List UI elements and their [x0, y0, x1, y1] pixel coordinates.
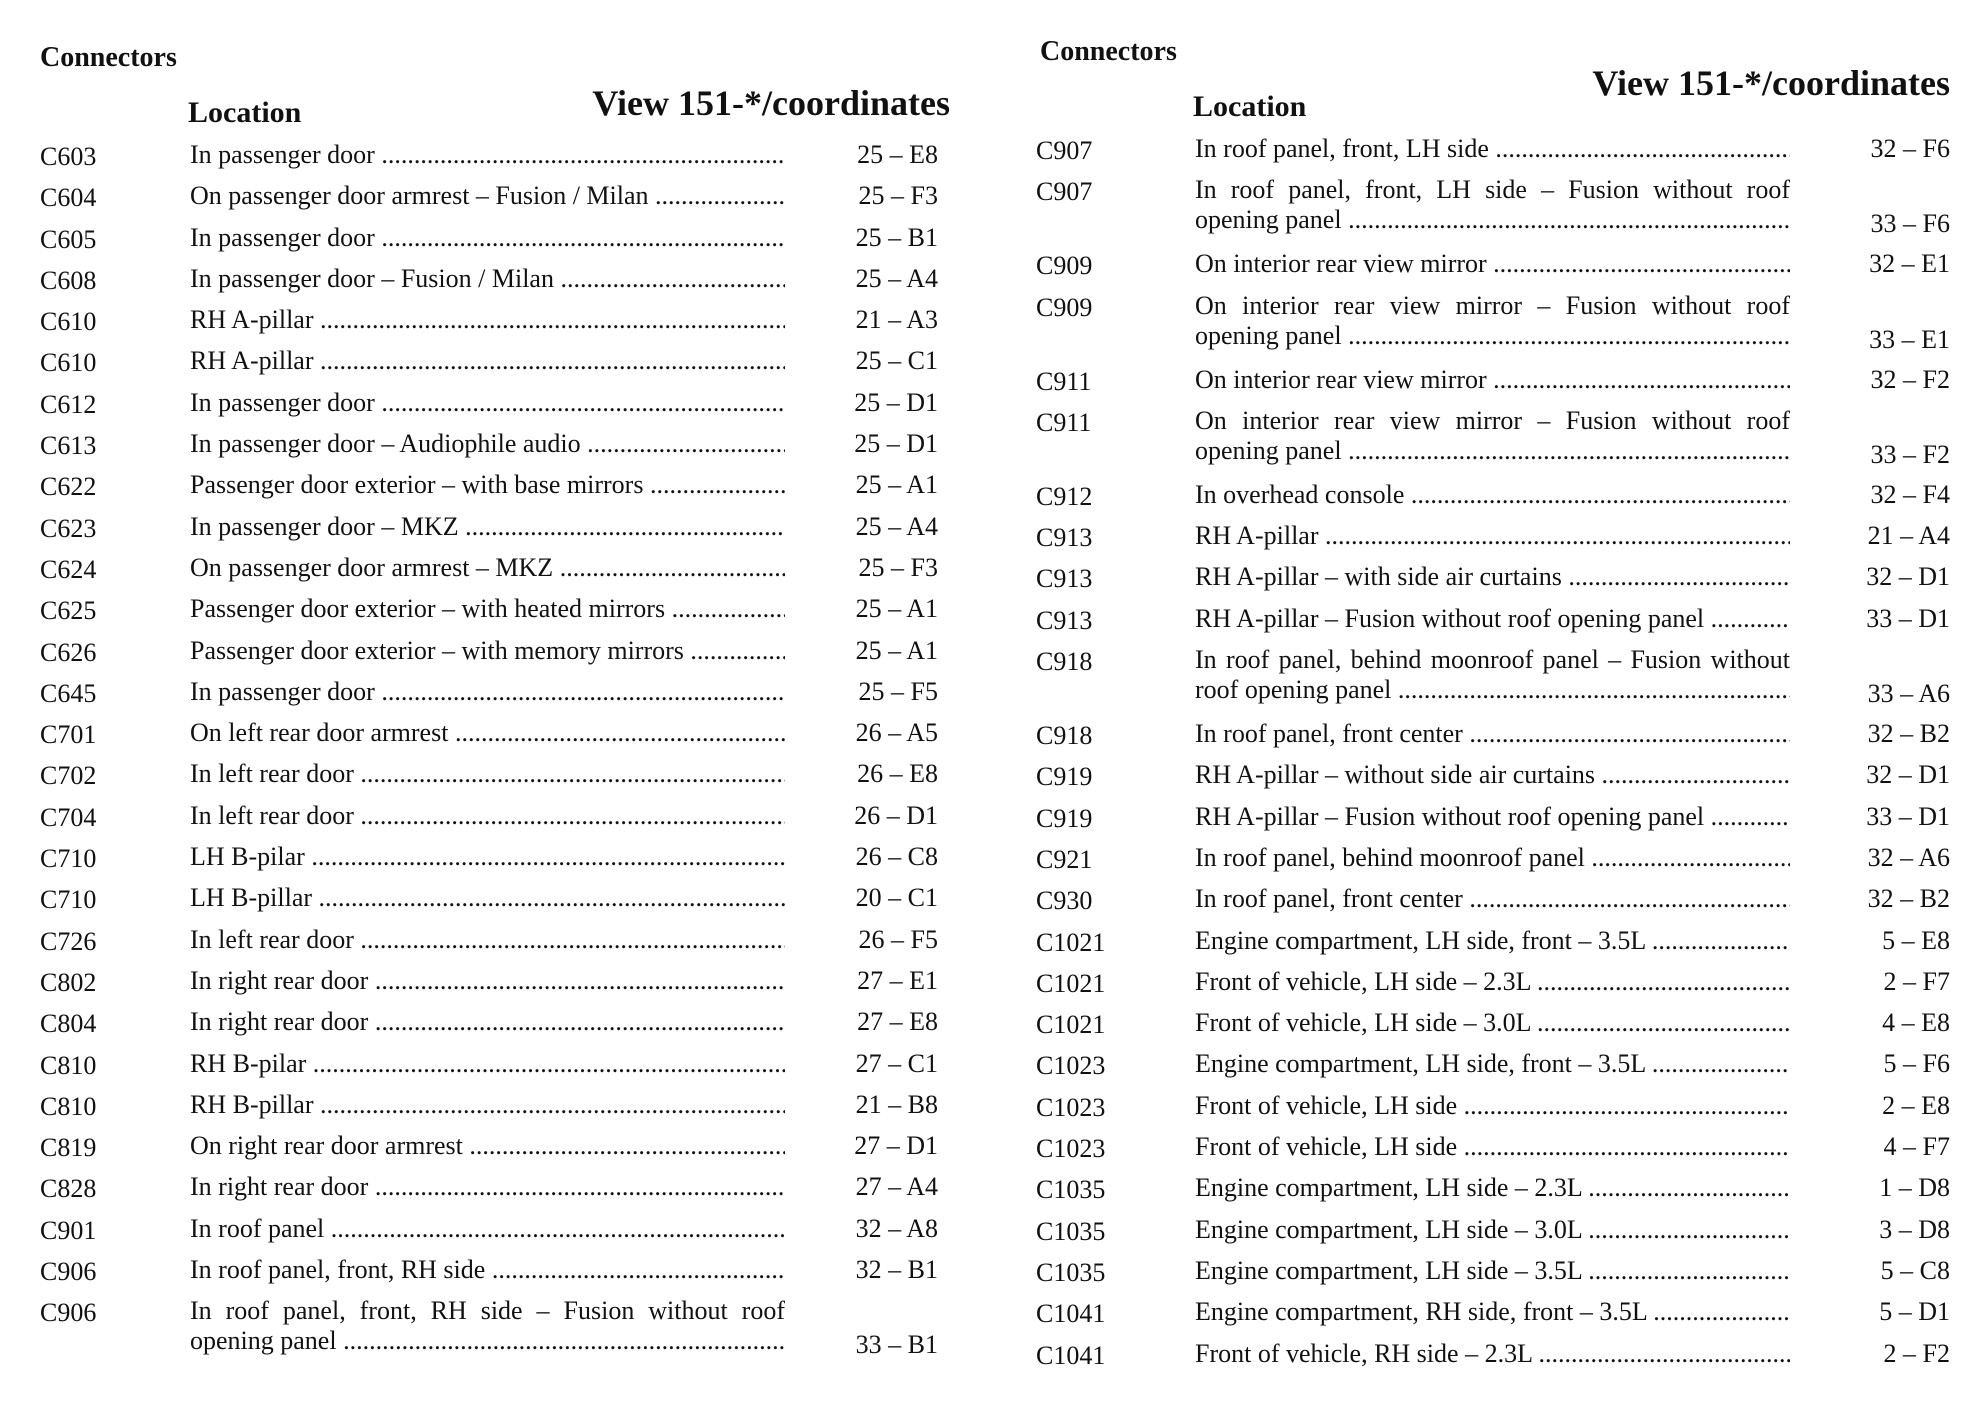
connector-code: C626 [40, 637, 97, 667]
location-line: In passenger door ..... [190, 140, 785, 170]
location-line-continued: opening panel ..... [190, 1326, 785, 1356]
connector-row [1036, 1049, 1950, 1090]
location-line-continued: opening panel ..... [1195, 436, 1790, 466]
view-coordinate: 32 – E1 [1869, 249, 1950, 279]
location-line: In left rear door ..... [190, 759, 785, 789]
connector-row [1036, 884, 1950, 925]
connector-location [1195, 249, 1790, 279]
connector-row [1036, 1338, 1950, 1380]
connector-row [1036, 405, 1950, 480]
connector-location [190, 1214, 785, 1244]
connector-location [1195, 365, 1790, 395]
view-coordinate: 27 – A4 [855, 1172, 938, 1202]
connector-row [40, 842, 950, 883]
location-line: In left rear door ..... [190, 925, 785, 955]
connector-location [1195, 1215, 1790, 1245]
connector-row [40, 388, 950, 429]
connector-row [1036, 719, 1950, 760]
view-coordinate: 33 – B1 [855, 1330, 938, 1360]
location-line: In roof panel ..... [190, 1214, 785, 1244]
location-line: In right rear door ..... [190, 1172, 785, 1202]
view-coordinate: 27 – D1 [854, 1131, 938, 1161]
location-line: In roof panel, behind moonroof panel – Fusion without [1195, 645, 1790, 675]
location-line: RH A-pillar – Fusion without roof opening panel ..... [1195, 802, 1790, 832]
connector-location [190, 1049, 785, 1079]
connector-code: C828 [40, 1174, 97, 1204]
connector-code: C909 [1036, 251, 1093, 281]
connector-code: C906 [40, 1257, 97, 1287]
connector-code: C623 [40, 513, 97, 543]
location-line: On interior rear view mirror ..... [1195, 249, 1790, 279]
view-coordinate: 27 – E8 [857, 1007, 938, 1037]
connector-code: C726 [40, 926, 97, 956]
connector-code: C1021 [1036, 927, 1106, 957]
connector-row [40, 677, 950, 718]
connector-location [190, 1090, 785, 1120]
view-coordinate: 32 – D1 [1866, 760, 1950, 790]
connector-code: C710 [40, 885, 97, 915]
location-line: LH B-pilar ..... [190, 842, 785, 872]
connector-location [190, 759, 785, 789]
location-line: RH A-pillar – without side air curtains ..... [1195, 760, 1790, 790]
location-line: In roof panel, front, LH side ..... [1195, 134, 1790, 164]
location-line: Engine compartment, LH side – 3.0L ..... [1195, 1215, 1790, 1245]
view-coordinate: 25 – A4 [855, 511, 938, 541]
location-line: RH A-pillar ..... [1195, 521, 1790, 551]
view-coordinate: 32 – D1 [1866, 562, 1950, 592]
connector-code: C810 [40, 1091, 97, 1121]
connector-location [190, 1296, 785, 1356]
view-coordinate: 25 – F3 [858, 552, 938, 582]
view-coordinate: 32 – F4 [1870, 479, 1950, 509]
location-line: RH A-pillar ..... [190, 346, 785, 376]
view-coordinate: 3 – D8 [1879, 1214, 1950, 1244]
connector-location [1195, 562, 1790, 592]
connector-code: C1021 [1036, 968, 1106, 998]
view-coordinate: 27 – E1 [857, 965, 938, 995]
connector-location [190, 264, 785, 294]
location-line: Passenger door exterior – with heated mirrors ..... [190, 594, 785, 624]
view-coordinate: 25 – F3 [858, 181, 938, 211]
connector-location [190, 140, 785, 170]
connector-location [1195, 406, 1790, 466]
view-coordinate: 25 – A4 [855, 263, 938, 293]
view-coordinate: 27 – C1 [855, 1048, 938, 1078]
connector-row [40, 1172, 950, 1213]
connector-location [1195, 175, 1790, 235]
connector-row [1036, 801, 1950, 843]
connector-list [40, 140, 950, 1370]
connector-row [40, 305, 950, 346]
connector-code: C701 [40, 720, 97, 750]
connector-location [1195, 1173, 1790, 1203]
connector-row [1036, 290, 1950, 365]
view-coordinate: 4 – E8 [1882, 1008, 1950, 1038]
location-line: Engine compartment, LH side, front – 3.5L ..... [1195, 926, 1790, 956]
connector-location [1195, 521, 1790, 551]
connector-row [40, 1296, 950, 1370]
connector-location [190, 801, 785, 831]
connector-row [1036, 1132, 1950, 1173]
location-line: Engine compartment, RH side, front – 3.5L ..... [1195, 1297, 1790, 1327]
connector-location [190, 512, 785, 542]
location-line-continued: roof opening panel ..... [1195, 675, 1790, 705]
connector-location [1195, 802, 1790, 832]
connector-location [190, 883, 785, 913]
view-coordinate: 21 – A4 [1867, 521, 1950, 551]
view-coordinate: 25 – C1 [855, 346, 938, 376]
location-line: RH A-pillar – Fusion without roof opening panel ..... [1195, 604, 1790, 634]
connector-row [40, 1255, 950, 1296]
connector-row [40, 759, 950, 800]
connector-location [190, 346, 785, 376]
connector-code: C906 [40, 1298, 97, 1328]
view-coordinate: 26 – F5 [858, 924, 938, 954]
location-line: In passenger door ..... [190, 223, 785, 253]
location-line: RH A-pillar ..... [190, 305, 785, 335]
view-coordinate: 26 – C8 [855, 842, 938, 872]
connector-code: C610 [40, 307, 97, 337]
location-line: On interior rear view mirror ..... [1195, 365, 1790, 395]
connector-row [40, 1090, 950, 1131]
connector-code: C604 [40, 183, 97, 213]
connector-row [1036, 1255, 1950, 1297]
location-line: RH B-pillar ..... [190, 1090, 785, 1120]
view-coordinate: 4 – F7 [1883, 1132, 1950, 1162]
view-coordinate: 25 – D1 [854, 429, 938, 459]
location-line: RH A-pillar – with side air curtains ..... [1195, 562, 1790, 592]
connector-code: C918 [1036, 647, 1093, 677]
connector-code: C704 [40, 802, 97, 832]
connector-code: C907 [1036, 136, 1093, 165]
location-line: RH B-pilar ..... [190, 1049, 785, 1079]
connector-code: C613 [40, 431, 97, 461]
connector-code: C810 [40, 1050, 97, 1080]
connector-row [40, 966, 950, 1007]
view-coordinate: 25 – F5 [858, 676, 938, 706]
connector-code: C919 [1036, 803, 1093, 833]
connector-code: C802 [40, 967, 97, 997]
view-coordinates-header: View 151-*/coordinates [592, 83, 950, 123]
connector-row [1036, 134, 1950, 175]
connector-location [1195, 1091, 1790, 1121]
connector-location [1195, 604, 1790, 634]
connector-code: C608 [40, 265, 97, 295]
connector-location [1195, 719, 1790, 749]
connector-location [1195, 926, 1790, 956]
view-coordinate: 5 – E8 [1882, 925, 1950, 955]
connector-location [1195, 1049, 1790, 1079]
location-line: In roof panel, front center ..... [1195, 719, 1790, 749]
connector-row [40, 1049, 950, 1090]
connector-row [40, 718, 950, 759]
connector-row [40, 1007, 950, 1048]
connector-location [190, 1007, 785, 1037]
connector-location [190, 223, 785, 253]
view-coordinate: 32 – B2 [1867, 719, 1950, 749]
location-line: LH B-pillar ..... [190, 883, 785, 913]
view-coordinate: 25 – A1 [855, 470, 938, 500]
connector-row [40, 636, 950, 677]
view-coordinate: 2 – F7 [1883, 966, 1950, 996]
connector-row [40, 429, 950, 470]
connector-code: C913 [1036, 523, 1093, 553]
location-line: On right rear door armrest ..... [190, 1131, 785, 1161]
connector-row [40, 512, 950, 553]
connector-location [1195, 480, 1790, 510]
connector-code: C907 [1036, 177, 1093, 207]
connector-row [40, 181, 950, 222]
location-line: In passenger door ..... [190, 388, 785, 418]
connector-row [1036, 760, 1950, 801]
connector-code: C622 [40, 472, 97, 502]
view-coordinate: 33 – A6 [1867, 679, 1950, 709]
connector-row [1036, 364, 1950, 406]
location-line: In roof panel, front, RH side – Fusion without roof [190, 1296, 785, 1326]
connector-location [1195, 1132, 1790, 1162]
connector-location [1195, 967, 1790, 997]
view-coordinate: 33 – D1 [1866, 801, 1950, 831]
connector-location [1195, 1297, 1790, 1327]
connector-location [190, 305, 785, 335]
connector-row [40, 140, 950, 181]
location-line: Front of vehicle, LH side ..... [1195, 1091, 1790, 1121]
view-coordinate: 32 – A8 [855, 1213, 938, 1243]
connector-row [1036, 249, 1950, 290]
connector-code: C819 [40, 1133, 97, 1163]
connector-row [40, 1131, 950, 1172]
view-coordinate: 21 – A3 [855, 305, 938, 335]
view-coordinate: 26 – A5 [855, 718, 938, 748]
view-coordinate: 2 – E8 [1882, 1090, 1950, 1120]
location-line: In passenger door ..... [190, 677, 785, 707]
connector-code: C1041 [1036, 1340, 1106, 1370]
connector-code: C909 [1036, 292, 1093, 322]
connector-location [190, 677, 785, 707]
connector-code: C1023 [1036, 1051, 1106, 1081]
section-title: Connectors [40, 42, 177, 73]
view-coordinate: 32 – B1 [855, 1255, 938, 1285]
location-line: In roof panel, front, LH side – Fusion without roof [1195, 175, 1790, 205]
connector-row [1036, 479, 1950, 521]
connector-location [1195, 760, 1790, 790]
connector-location [190, 429, 785, 459]
connector-location [190, 553, 785, 583]
location-line: Engine compartment, LH side, front – 3.5L ..... [1195, 1049, 1790, 1079]
view-coordinate: 25 – B1 [855, 222, 938, 252]
connector-row [40, 264, 950, 305]
connector-location [190, 966, 785, 996]
connector-code: C1035 [1036, 1175, 1106, 1205]
connector-location [190, 594, 785, 624]
connector-row [1036, 521, 1950, 562]
connector-row [1036, 645, 1950, 719]
connector-row [1036, 1090, 1950, 1132]
connector-location [1195, 645, 1790, 705]
connector-code: C624 [40, 554, 97, 584]
connector-row [1036, 562, 1950, 603]
connector-location [190, 842, 785, 872]
view-coordinate: 33 – F6 [1870, 209, 1950, 239]
connector-code: C1035 [1036, 1216, 1106, 1246]
connector-row [1036, 175, 1950, 249]
connector-code: C913 [1036, 605, 1093, 635]
location-line: In right rear door ..... [190, 1007, 785, 1037]
location-line: In passenger door – MKZ ..... [190, 512, 785, 542]
location-column-header: Location [1193, 90, 1307, 123]
connector-code: C610 [40, 348, 97, 378]
connector-location [1195, 1008, 1790, 1038]
section-title: Connectors [1040, 36, 1177, 67]
view-coordinate: 26 – D1 [854, 800, 938, 830]
connector-row [40, 594, 950, 635]
connector-code: C612 [40, 389, 97, 419]
location-line: In passenger door – Audiophile audio ..... [190, 429, 785, 459]
connector-code: C645 [40, 678, 97, 708]
connector-location [190, 388, 785, 418]
connector-code: C605 [40, 224, 97, 254]
connector-row [1036, 1173, 1950, 1214]
connector-location [1195, 291, 1790, 351]
connector-code: C1023 [1036, 1134, 1106, 1164]
view-coordinate: 33 – E1 [1869, 324, 1950, 354]
connector-location [1195, 843, 1790, 873]
connector-code: C710 [40, 844, 97, 874]
location-line: In passenger door – Fusion / Milan ..... [190, 264, 785, 294]
location-line: On interior rear view mirror – Fusion without roof [1195, 405, 1790, 435]
view-coordinate: 2 – F2 [1883, 1338, 1950, 1368]
connector-code: C913 [1036, 564, 1093, 594]
location-line: On passenger door armrest – MKZ ..... [190, 553, 785, 583]
connector-code: C625 [40, 596, 97, 626]
location-line: On passenger door armrest – Fusion / Milan ..... [190, 181, 785, 211]
location-line: In roof panel, front, RH side ..... [190, 1255, 785, 1285]
connector-row [40, 470, 950, 511]
view-coordinate: 20 – C1 [855, 883, 938, 913]
connector-row [1036, 1008, 1950, 1049]
view-coordinate: 32 – A6 [1867, 842, 1950, 872]
connector-location [1195, 1339, 1790, 1369]
view-coordinate: 25 – E8 [857, 140, 938, 169]
connector-row [1036, 1214, 1950, 1256]
connector-code: C1021 [1036, 1010, 1106, 1040]
connector-row [40, 346, 950, 387]
connector-code: C921 [1036, 844, 1093, 874]
connector-code: C1041 [1036, 1299, 1106, 1329]
location-line: In roof panel, behind moonroof panel ..... [1195, 843, 1790, 873]
view-coordinate: 5 – D1 [1879, 1297, 1950, 1327]
location-line-continued: opening panel ..... [1195, 321, 1790, 351]
view-coordinate: 1 – D8 [1879, 1173, 1950, 1203]
connector-location [190, 1131, 785, 1161]
connector-code: C912 [1036, 481, 1093, 511]
view-coordinate: 5 – F6 [1883, 1049, 1950, 1079]
view-coordinate: 32 – F2 [1870, 364, 1950, 394]
connector-list [1036, 134, 1950, 1380]
connector-row [1036, 842, 1950, 884]
connector-row [40, 801, 950, 842]
connector-location [1195, 884, 1790, 914]
connector-row [40, 883, 950, 924]
connector-code: C804 [40, 1009, 97, 1039]
connector-row [40, 1214, 950, 1255]
location-line: Engine compartment, LH side – 2.3L ..... [1195, 1173, 1790, 1203]
view-coordinate: 32 – F6 [1870, 134, 1950, 163]
view-coordinate: 25 – A1 [855, 635, 938, 665]
location-line: Passenger door exterior – with memory mirrors ..... [190, 636, 785, 666]
location-line: Engine compartment, LH side – 3.5L ..... [1195, 1256, 1790, 1286]
location-line: On left rear door armrest ..... [190, 718, 785, 748]
view-coordinate: 33 – F2 [1870, 439, 1950, 469]
location-line: In right rear door ..... [190, 966, 785, 996]
view-coordinate: 25 – D1 [854, 387, 938, 417]
connector-row [1036, 966, 1950, 1008]
connector-location [190, 181, 785, 211]
view-coordinate: 5 – C8 [1880, 1255, 1950, 1285]
connector-code: C1023 [1036, 1092, 1106, 1122]
connector-row [40, 925, 950, 966]
location-line: Front of vehicle, LH side ..... [1195, 1132, 1790, 1162]
location-line-continued: opening panel ..... [1195, 205, 1790, 235]
connector-code: C911 [1036, 407, 1092, 437]
connector-location [1195, 1256, 1790, 1286]
connector-row [1036, 603, 1950, 645]
location-line: In roof panel, front center ..... [1195, 884, 1790, 914]
view-coordinate: 33 – D1 [1866, 603, 1950, 633]
location-column-header: Location [188, 96, 302, 129]
connector-code: C1035 [1036, 1257, 1106, 1287]
connector-location [190, 470, 785, 500]
connector-location [190, 1172, 785, 1202]
connector-row [40, 553, 950, 594]
connector-row [40, 223, 950, 264]
view-coordinate: 25 – A1 [855, 594, 938, 624]
location-line: In overhead console ..... [1195, 480, 1790, 510]
location-line: Front of vehicle, LH side – 2.3L ..... [1195, 967, 1790, 997]
location-line: On interior rear view mirror – Fusion without roof [1195, 290, 1790, 320]
connector-code: C930 [1036, 886, 1093, 916]
connector-code: C919 [1036, 762, 1093, 792]
connector-code: C702 [40, 761, 97, 791]
connector-location [190, 718, 785, 748]
connector-location [1195, 134, 1790, 164]
connector-location [190, 925, 785, 955]
view-coordinate: 26 – E8 [857, 759, 938, 789]
connector-location [190, 636, 785, 666]
view-coordinates-header: View 151-*/coordinates [1592, 63, 1950, 103]
connector-row [1036, 1297, 1950, 1338]
connector-row [1036, 925, 1950, 967]
view-coordinate: 32 – B2 [1867, 884, 1950, 914]
connector-code: C918 [1036, 721, 1093, 751]
view-coordinate: 21 – B8 [855, 1089, 938, 1119]
connector-code: C603 [40, 142, 97, 171]
location-line: In left rear door ..... [190, 801, 785, 831]
connector-code: C911 [1036, 366, 1092, 396]
connector-location [190, 1255, 785, 1285]
location-line: Front of vehicle, LH side – 3.0L ..... [1195, 1008, 1790, 1038]
location-line: Passenger door exterior – with base mirrors ..... [190, 470, 785, 500]
location-line: Front of vehicle, RH side – 2.3L ..... [1195, 1339, 1790, 1369]
connector-code: C901 [40, 1215, 97, 1245]
